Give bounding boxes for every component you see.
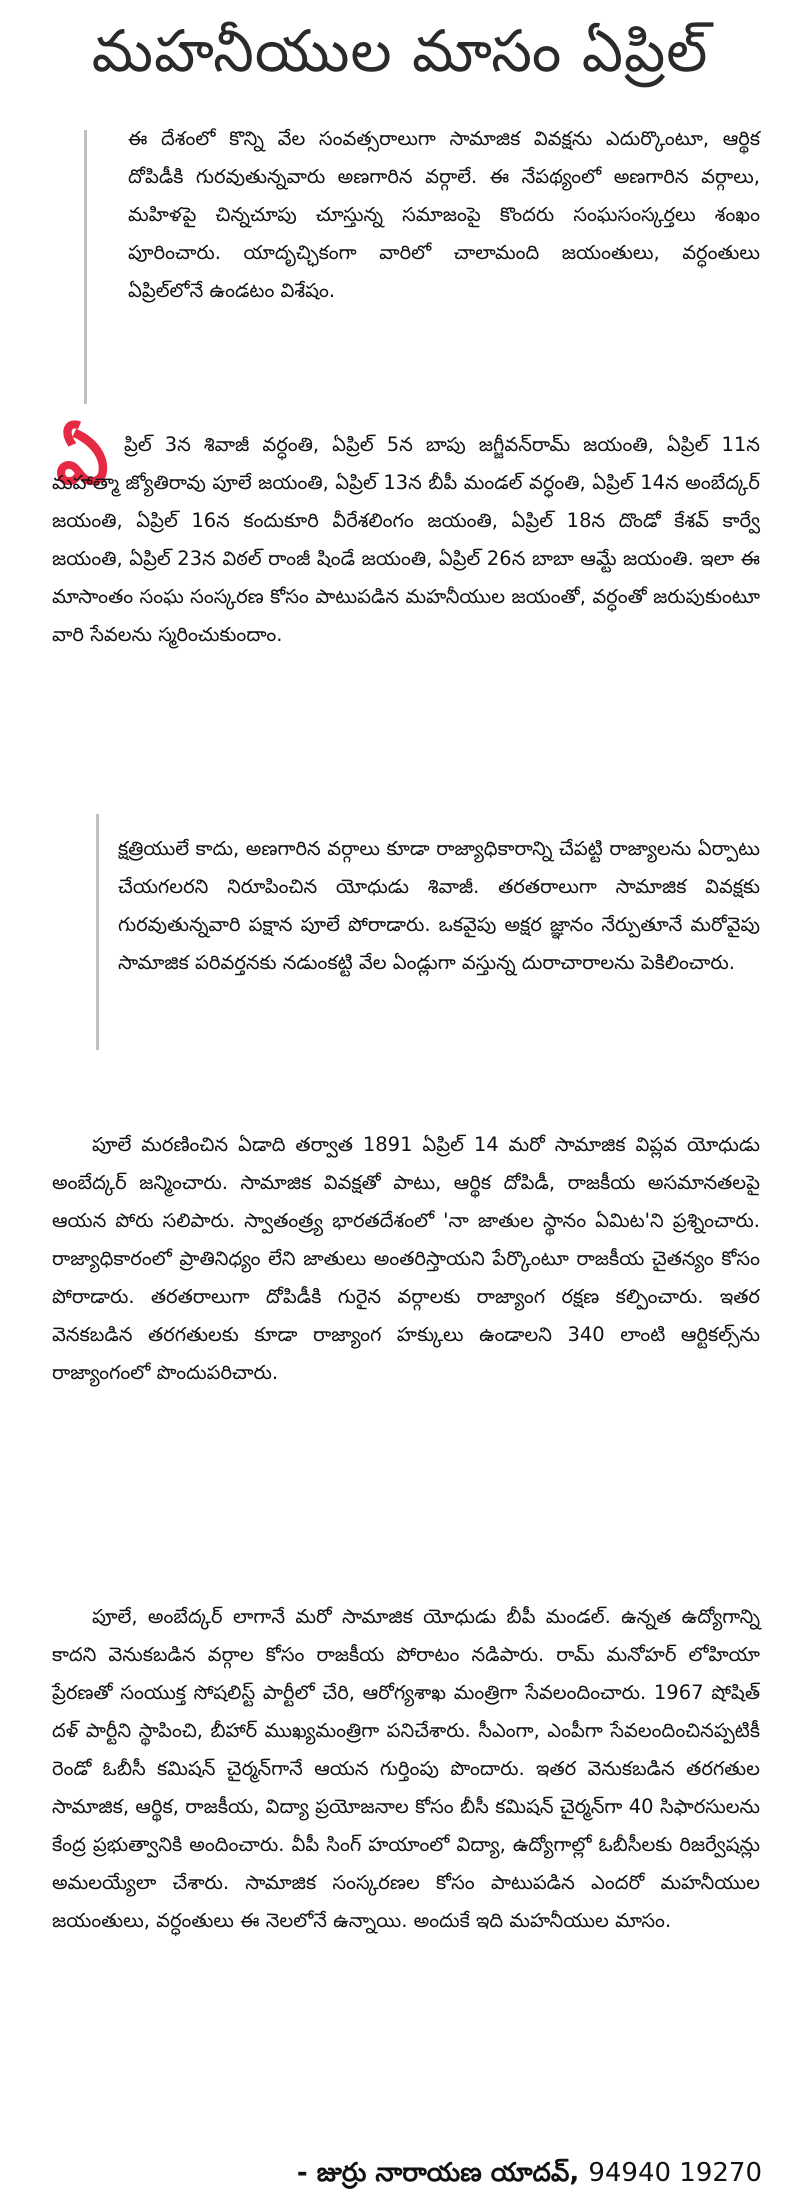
article-title: మహనీయుల మాసం ఏప్రిల్	[91, 17, 709, 85]
author-signature	[297, 2153, 762, 2193]
dates-paragraph: ప్రిల్ 3న శివాజీ వర్ధంతి, ఏప్రిల్ 5న బాపు జగ్జీవన్‌రామ్ జయంతి, ఏప్రిల్ 11న మహాత్మా జ్యోతిరావు పూలే జయంతి, ఏప్రిల్ 13న బీపీ మండల్ వర్ధంతి, ఏప్రిల్ 14న అంబేద్కర్ జయంతి, ఏప్రిల్ 16న కందుకూరి వీరేశలింగం జయంతి, ఏప్రిల్ 18న దొండో కేశవ్ కార్వే జయంతి, ఏప్రిల్ 23న విఠల్ రాంజీ షిండే జయంతి, ఏప్రిల్ 26న బాబా ఆమ్టే జయంతి. ఇలా ఈ మాసాంతం సంఘ సంస్కరణ కోసం పాటుపడిన మహనీయుల జయంతో, వర్ధంతో జరుపుకుంటూ వారి సేవలను స్మరించుకుందాం.	[52, 433, 760, 646]
author-name: - జుర్రు నారాయణ యాదవ్,	[296, 2158, 580, 2188]
intro-paragraph: ఈ దేశంలో కొన్ని వేల సంవత్సరాలుగా సామాజిక వివక్షను ఎదుర్కొంటూ, ఆర్థిక దోపిడీకి గురవుతున్నవారు అణగారిన వర్గాలే. ఈ నేపథ్యంలో అణగారిన వర్గాలు, మహిళపై చిన్నచూపు చూస్తున్న సమాజంపై కొందరు సంఘసంస్కర్తలు శంఖం పూరించారు. యాదృచ్ఛికంగా వారిలో చాలామంది జయంతులు, వర్ధంతులు ఏప్రిల్‌లోనే ఉండటం విశేషం.	[128, 127, 760, 302]
drop-cap: ఏ	[56, 415, 109, 501]
ambedkar-paragraph: పూలే మరణించిన ఏడాది తర్వాత 1891 ఏప్రిల్ 14 మరో సామాజిక విప్లవ యోధుడు అంబేద్కర్ జన్మించారు. సామాజిక వివక్షతో పాటు, ఆర్థిక దోపిడీ, రాజకీయ అసమానతలపై ఆయన పోరు సలిపారు. స్వాతంత్ర్య భారతదేశంలో 'నా జాతుల స్థానం ఏమిట'ని ప్రశ్నించారు. రాజ్యాధికారంలో ప్రాతినిధ్యం లేని జాతులు అంతరిస్తాయని పేర్కొంటూ రాజకీయ చైతన్యం కోసం పోరాడారు. తరతరాలుగా దోపిడీకి గురైన వర్గాలకు రాజ్యాంగ రక్షణ కల్పించారు. ఇతర వెనకబడిన తరగతులకు కూడా రాజ్యాంగ హక్కులు ఉండాలని 340 లాంటి ఆర్టికల్స్‌ను రాజ్యాంగంలో పొందుపరిచారు.	[52, 1133, 760, 1384]
shivaji-paragraph: క్షత్రియులే కాదు, అణగారిన వర్గాలు కూడా రాజ్యాధికారాన్ని చేపట్టి రాజ్యాలను ఏర్పాటు చేయగలరని నిరూపించిన యోధుడు శివాజీ. తరతరాలుగా సామాజిక వివక్షకు గురవుతున్నవారి పక్షాన పూలే పోరాడారు. ఒకవైపు అక్షర జ్ఞానం నేర్పుతూనే మరోవైపు సామాజిక పరివర్తనకు నడుంకట్టి వేల ఏండ్లుగా వస్తున్న దురాచారాలను పెకిలించారు.	[118, 837, 760, 974]
quote-bar	[96, 814, 99, 1050]
mandal-paragraph: పూలే, అంబేద్కర్ లాగానే మరో సామాజిక యోధుడు బీపీ మండల్. ఉన్నత ఉద్యోగాన్ని కాదని వెనుకబడిన వర్గాల కోసం రాజకీయ పోరాటం నడిపారు. రామ్ మనోహర్ లోహియా ప్రేరణతో సంయుక్త సోషలిస్ట్ పార్టీలో చేరి, ఆరోగ్యశాఖ మంత్రిగా సేవలందించారు. 1967 షోషిత్ దళ్ పార్టీని స్థాపించి, బీహార్ ముఖ్యమంత్రిగా పనిచేశారు. సీఎంగా, ఎంపీగా సేవలందించినప్పటికీ రెండో ఓబీసీ కమిషన్ చైర్మన్‌గానే ఆయన గుర్తింపు పొందారు. ఇతర వెనుకబడిన తరగతుల సామాజిక, ఆర్థిక, రాజకీయ, విద్యా ప్రయోజనాల కోసం బీసీ కమిషన్ చైర్మన్‌గా 40 సిఫారసులను కేంద్ర ప్రభుత్వానికి అందించారు. వీపీ సింగ్ హయాంలో విద్యా, ఉద్యోగాల్లో ఓబీసీలకు రిజర్వేషన్లు అమలయ్యేలా చేశారు. సామాజిక సంస్కరణల కోసం పాటుపడిన ఎందరో మహనీయుల జయంతులు, వర్ధంతులు ఈ నెలలోనే ఉన్నాయి. అందుకే ఇది మహనీయుల మాసం.	[52, 1605, 760, 1932]
quote-bar	[84, 130, 87, 404]
author-phone: 94940 19270	[588, 2158, 762, 2188]
